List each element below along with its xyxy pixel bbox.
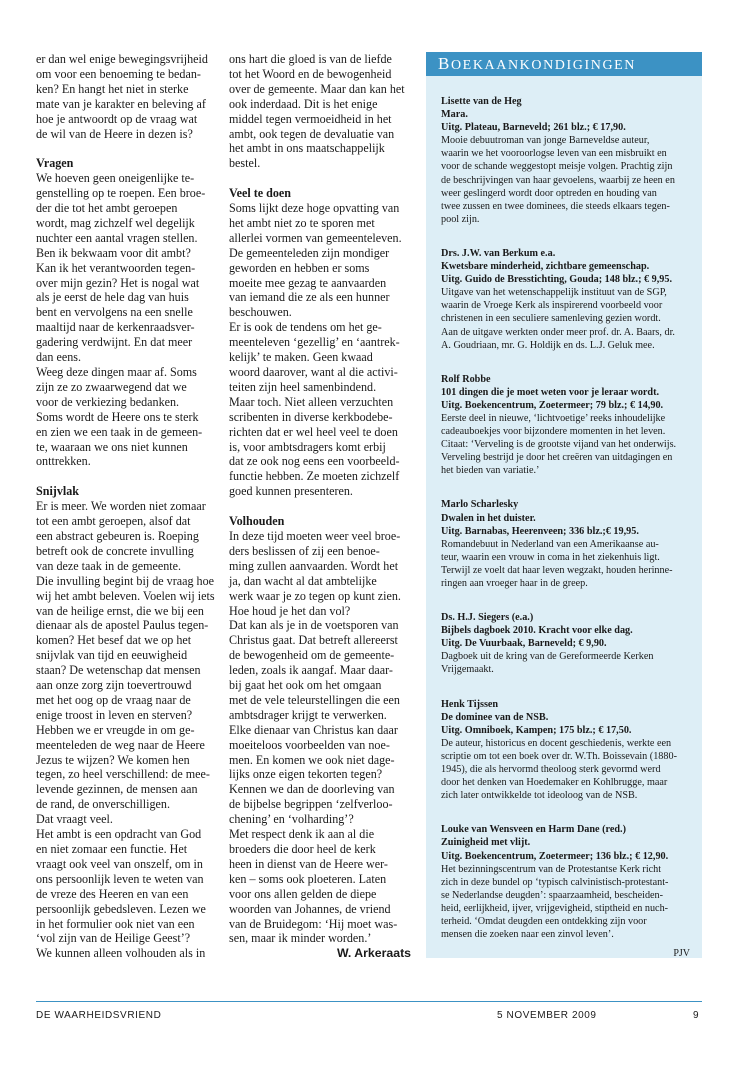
book-publisher: Uitg. Barnabas, Heerenveen; 336 blz.;€ 19,95. bbox=[441, 525, 639, 537]
book-publisher: Uitg. Boekencentrum, Zoetermeer; 79 blz.; € 14,90. bbox=[441, 399, 664, 411]
section-heading-veel-te-doen: Veel te doen bbox=[229, 186, 292, 201]
paragraph: In deze tijd moeten weer veel broe- ders beslissen of zij een benoe- ming zullen aanvaarden. Wordt het ja, dan wacht al dat ambtelijke werk waar je zo tegen op kunt zien. Hoe houd je het dan vol? bbox=[229, 528, 401, 618]
paragraph: Soms lijkt deze hoge opvatting van het ambt niet zo te sporen met allerlei vormen van gemeenteleven. De gemeenteleden zijn mondiger geworden en hebben er soms moeite mee gezag te aanvaarden van iemand die ze als een hunner beschouwen. bbox=[229, 201, 402, 320]
author-signature: W. Arkeraats bbox=[336, 946, 411, 961]
book-entry bbox=[441, 698, 690, 803]
book-author: Lisette van de Heg bbox=[441, 96, 522, 107]
footer-publication: DE WAARHEIDSVRIEND bbox=[36, 1010, 162, 1021]
book-entry bbox=[441, 95, 690, 226]
book-list bbox=[426, 76, 702, 941]
paragraph: Dat vraagt veel. bbox=[36, 812, 113, 827]
sidebar-title-initial: B bbox=[438, 54, 451, 73]
book-title: Bijbels dagboek 2010. Kracht voor elke dag. bbox=[441, 625, 633, 637]
book-title: Dwalen in het duister. bbox=[441, 512, 536, 524]
paragraph: Weeg deze dingen maar af. Soms zijn ze zo zwaarwegend dat we voor de verkiezing bedanken. Soms wordt de Heere ons te sterk en zien we een taak in de gemeen- te, waaraan we ons niet kunnen onttrekken. bbox=[36, 365, 203, 469]
sidebar-title bbox=[426, 52, 702, 76]
book-announcements-sidebar bbox=[426, 52, 702, 958]
footer-page-number: 9 bbox=[693, 1010, 700, 1021]
paragraph: Die invulling begint bij de vraag hoe wij het ambt beleven. Voelen wij iets van de heilige ernst, die we bij een dienaar als de apostel Paulus tegen- komen? Het besef dat we op het snijvlak van tijd en eeuwigheid staan? De wetenschap dat mensen aan onze zorg zijn toevertrouwd met het oog op de vraag naar de enige troost in leven en sterven? Hebben we er vreugde in om ge- meenteleden de weg naar de Heere Jezus te wijzen? We komen hen tegen, zo heel verschillend: de mee- levende gezinnen, de mensen aan de rand, de onverschilligen. bbox=[36, 573, 215, 812]
book-author: Louke van Wensveen en Harm Dane (red.) bbox=[441, 824, 626, 836]
book-publisher: Uitg. Plateau, Barneveld; 261 blz.; € 17,90. bbox=[441, 122, 626, 134]
book-entry bbox=[441, 611, 690, 676]
paragraph: er dan wel enige bewegingsvrijheid om voor een benoeming te bedan- ken? En hangt het niet in sterke mate van je karakter en beleving af hoe je antwoordt op de vraag wat de wil van de Heere in dezen is? bbox=[36, 52, 208, 141]
paragraph: Het ambt is een opdracht van God en niet zomaar een functie. Het vraagt ook veel van onszelf, om in ons persoonlijk leven te weten van de vreze des Heeren en van een persoonlijk gebedsleven. Lezen we in het formulier ook niet van een ‘vol zijn van de Heilige Geest’? We kunnen alleen volhouden als in bbox=[36, 827, 206, 961]
book-author: Rolf Robbe bbox=[441, 373, 491, 385]
book-title: Mara. bbox=[441, 109, 468, 121]
paragraph: Met respect denk ik aan al die broeders die door heel de kerk heen in dienst van de Heere wer- ken – soms ook ploeteren. Laten voor ons allen gelden de diepe woorden van Johannes, de vriend van de Bruidegom: ‘Hij moet was- sen, maar ik minder worden.’ bbox=[229, 827, 398, 946]
book-description: De auteur, historicus en docent geschiedenis, werkte een scriptie om tot een boek over dr. W.Th. Boissevain (1880- 1945), die als hervormd theoloog sterk gevormd werd door het denken van Hoedemaker en Kohlbrugge, maar zich later ontwikkelde tot ideoloog van de NSB. bbox=[441, 737, 677, 802]
book-author: Drs. J.W. van Berkum e.a. bbox=[441, 247, 556, 259]
book-description: Dagboek uit de kring van de Gereformeerde Kerken Vrijgemaakt. bbox=[441, 651, 654, 676]
book-title: Zuinigheid met vlijt. bbox=[441, 837, 531, 849]
book-description: Uitgave van het wetenschappelijk instituut van de SGP, waarin de Vroege Kerk als inspirerend voorbeeld voor christenen in een seculiere samenleving gezien wordt. Aan de uitgave werkten onder meer prof. dr. A. Baars, dr. A. Goudriaan, mr. G. Holdijk en ds. L.J. Geluk mee. bbox=[441, 287, 675, 351]
editor-initials: PJV bbox=[673, 948, 690, 960]
paragraph: Dat kan als je in de voetsporen van Christus gaat. Dat betreft allereerst de bewogenheid om de gemeente- leden, zoals ik aangaf. Maar daar- bij gaat het ook om het omgaan met de vele teleurstellingen die een ambtsdrager krijgt te verwerken. Elke dienaar van Christus kan daar moeiteloos voorbeelden van noe- men. En komen we ook niet dage- lijks onze eigen tekorten tegen? Kennen we dan de doorleving van de bijbelse begrippen ‘zelfverloo- chening’ en ‘volharding’? bbox=[229, 618, 400, 827]
section-heading-vragen: Vragen bbox=[36, 156, 74, 171]
sidebar-title-rest: OEKAANKONDIGINGEN bbox=[450, 58, 637, 73]
book-publisher: Uitg. Omniboek, Kampen; 175 blz.; € 17,50. bbox=[441, 724, 632, 736]
book-author: Henk Tijssen bbox=[441, 698, 499, 710]
book-description: Romandebuut in Nederland van een Amerikaanse au- teur, waarin een vrouw in coma in het ziekenhuis ligt. Terwijl ze voelt dat haar leven wegzakt, houden herinne- ringen aan vroeger haar in de greep. bbox=[441, 538, 673, 589]
book-publisher: Uitg. De Vuurbaak, Barneveld; € 9,90. bbox=[441, 638, 607, 650]
book-entry bbox=[441, 247, 690, 352]
book-author: Ds. H.J. Siegers (e.a.) bbox=[441, 612, 534, 624]
book-title: De dominee van de NSB. bbox=[441, 711, 549, 723]
book-description: Het bezinningscentrum van de Protestantse Kerk richt zich in deze bundel op ‘typisch calvinistisch-protestant- se Nederlandse deugden’: spaarzaamheid, bescheiden- heid, eerlijkheid, ijver, vrijgevigheid, stiptheid en nuch- terheid. ‘Omdat deugden een ontdekking zijn voor mensen die zoeken naar een zinvol leven’. bbox=[441, 863, 669, 941]
book-author: Marlo Scharlesky bbox=[441, 499, 519, 511]
footer-date: 5 NOVEMBER 2009 bbox=[497, 1010, 597, 1021]
book-description: Eerste deel in nieuwe, ‘lichtvoetige’ reeks inhoudelijke cadeauboekjes voor bijzondere momenten in het leven. Citaat: ‘Verveling is de grootste vijand van het onderwijs. Verveling bestrijd je door het creëren van uitdagingen en het bieden van variatie.’ bbox=[441, 412, 677, 477]
section-heading-snijvlak: Snijvlak bbox=[36, 484, 80, 499]
paragraph: ons hart die gloed is van de liefde tot het Woord en de bewogenheid over de gemeente. Maar dan kan het ook inderdaad. Dit is het enige middel tegen vermoeidheid in het ambt, ook tegen de devaluatie van het ambt in ons maatschappelijk bestel. bbox=[229, 52, 405, 171]
paragraph: Er is meer. We worden niet zomaar tot een ambt geroepen, alsof dat een abstract gebeuren is. Roeping betreft ook de concrete invulling van deze taak in de gemeente. bbox=[36, 499, 206, 573]
paragraph: Er is ook de tendens om het ge- meenteleven ‘gezellig’ en ‘aantrek- kelijk’ te maken. Geen kwaad woord daarover, want al die activi- teiten zijn heel samenbindend. Maar toch. Niet alleen verzuchten scribenten in diverse kerkbodebe- richten dat er wel heel veel te doen is, voor ambtsdragers komt erbij dat ze ook nog eens een voorbeeld- functie hebben. Ze moeten zichzelf goed kunnen presenteren. bbox=[229, 320, 400, 499]
book-title: 101 dingen die je moet weten voor je leraar wordt. bbox=[441, 386, 660, 398]
section-heading-volhouden: Volhouden bbox=[229, 514, 285, 529]
book-publisher: Uitg. Boekencentrum, Zoetermeer; 136 blz.; € 12,90. bbox=[441, 850, 669, 862]
book-description: Mooie debuutroman van jonge Barneveldse auteur, waarin we het vooroorlogse leven van een misbruikt en voor de schande weggestopt meisje volgen. Prachtig zijn de beschrijvingen van haar gevoelens, waarbij ze heen en weer geslingerd wordt door optreden en houding van twee zussen en twee dominees, die steeds elkaars tegen- pool zijn. bbox=[441, 135, 675, 225]
book-entry bbox=[441, 498, 690, 590]
article-column-2 bbox=[229, 52, 411, 961]
footer-divider bbox=[36, 1001, 702, 1002]
book-title: Kwetsbare minderheid, zichtbare gemeenschap. bbox=[441, 261, 650, 273]
book-entry bbox=[441, 823, 690, 941]
book-publisher: Uitg. Guido de Bresstichting, Gouda; 148 blz.; € 9,95. bbox=[441, 274, 673, 286]
article-column-1 bbox=[36, 52, 218, 961]
book-entry bbox=[441, 373, 690, 478]
paragraph: We hoeven geen oneigenlijke te- genstelling op te roepen. Een broe- der die tot het ambt geroepen wordt, mag zichzelf wel degelijk nuchter een aantal vragen stellen. Ben ik bekwaam voor dit ambt? Kan ik het verantwoorden tegen- over mijn gezin? Het is nogal wat als je eerst de hele dag van huis bent en vervolgens na een snelle maaltijd naar de kerkenraadsver- gadering verdwijnt. En dat meer dan eens. bbox=[36, 171, 206, 365]
